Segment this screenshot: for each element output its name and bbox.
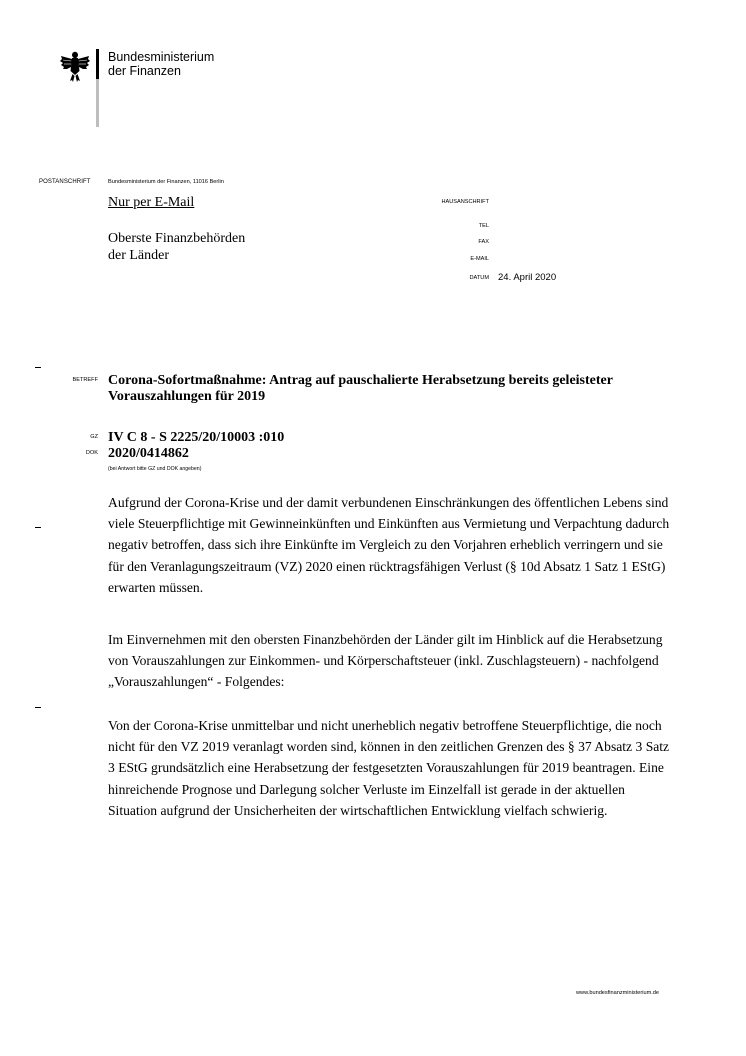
subject-text: Corona-Sofortmaßnahme: Antrag auf pauschalierte Herabsetzung bereits geleisteter Vorauszahlungen für 2019 bbox=[108, 373, 613, 404]
betreff-label: BETREFF bbox=[72, 377, 98, 383]
dok-value: 2020/0414862 bbox=[108, 446, 189, 461]
fold-mark bbox=[35, 367, 41, 368]
postanschrift-value: Bundesministerium der Finanzen, 11016 Berlin bbox=[108, 179, 224, 185]
delivery-note: Nur per E-Mail bbox=[108, 195, 195, 210]
datum-value: 24. April 2020 bbox=[498, 272, 557, 283]
federal-eagle-icon bbox=[60, 49, 90, 83]
gz-value: IV C 8 - S 2225/20/10003 :010 bbox=[108, 430, 285, 445]
fold-mark bbox=[35, 707, 41, 708]
hausanschrift-label: HAUSANSCHRIFT bbox=[441, 199, 489, 205]
reference-note: (bei Antwort bitte GZ und DOK angeben) bbox=[108, 466, 202, 472]
body-paragraph-1: Aufgrund der Corona-Krise und der damit verbundenen Einschränkungen des öffentlichen Lebens sind viele Steuerpflichtige mit Gewinneinkünften und Einkünften aus Vermietung und Verpachtung dadurch negativ betroffen, dass sich ihre Einkünfte im Vergleich zu den Vorjahren erheblich verringern und sie für den Veranlagungszeitraum (VZ) 2020 einen rücktragsfähigen Verlust (§ 10d Absatz 1 Satz 1 EStG) erwarten müssen. bbox=[108, 495, 670, 595]
logo-bar bbox=[96, 49, 99, 127]
ministry-name-line1: Bundesministerium bbox=[108, 50, 215, 64]
gz-label: GZ bbox=[90, 434, 98, 440]
tel-label: TEL bbox=[478, 223, 489, 229]
fold-mark bbox=[35, 527, 41, 528]
body-paragraph-2: Im Einvernehmen mit den obersten Finanzbehörden der Länder gilt im Hinblick auf die Herabsetzung von Vorauszahlungen zur Einkommen- und Körperschaftsteuer (inkl. Zuschlagsteuern) - nachfolgend „Vorauszahlungen“ - Folgendes: bbox=[108, 632, 663, 690]
recipient-line1: Oberste Finanzbehörden bbox=[108, 231, 246, 246]
ministry-name-line2: der Finanzen bbox=[108, 64, 181, 78]
fax-label: FAX bbox=[478, 239, 489, 245]
email-label: E-MAIL bbox=[470, 256, 489, 262]
datum-label: DATUM bbox=[469, 275, 489, 281]
footer-url: www.bundesfinanzministerium.de bbox=[576, 990, 660, 996]
dok-label: DOK bbox=[85, 450, 98, 456]
recipient-address bbox=[108, 230, 245, 264]
recipient-line2: der Länder bbox=[108, 248, 170, 263]
postanschrift-label: POSTANSCHRIFT bbox=[39, 179, 91, 185]
ministry-name bbox=[108, 50, 214, 78]
body-paragraph-3: Von der Corona-Krise unmittelbar und nicht unerheblich negativ betroffene Steuerpflichtige, die noch nicht für den VZ 2019 veranlagt worden sind, können in den zeitlichen Grenzen des § 37 Absatz 3 Satz 3 EStG grundsätzlich eine Herabsetzung der festgesetzten Vorauszahlungen für 2019 beantragen. Eine hinreichende Prognose und Darlegung solcher Verluste im Einzelfall ist gerade in der aktuellen Situation aufgrund der Unsicherheiten der wirtschaftlichen Entwicklung vielfach schwierig. bbox=[108, 718, 670, 818]
